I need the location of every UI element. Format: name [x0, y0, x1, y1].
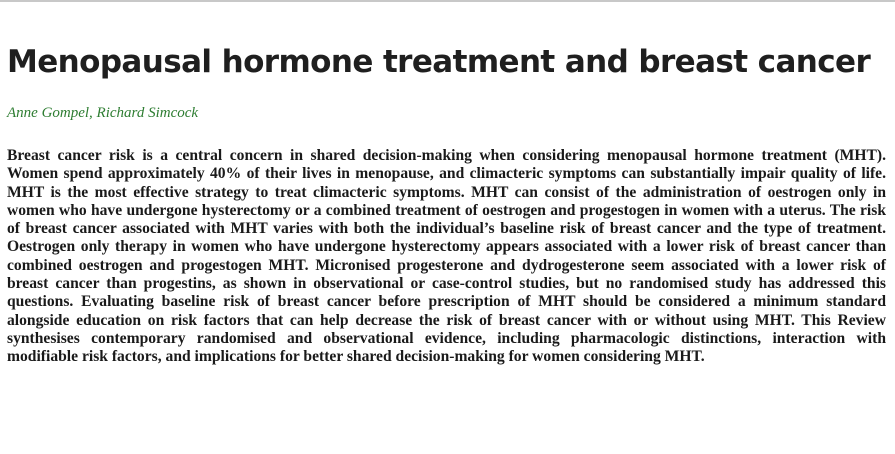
article-abstract: Breast cancer risk is a central concern in shared decision-making when considering menopausal hormone treatment (MHT). Women spend approximately 40% of their lives in menopause, and climacteric symptoms can substantially impair quality of life. MHT is the most effective strategy to treat climacteric symptoms. MHT can consist of the administration of oestrogen only in women who have undergone hysterectomy or a combined treatment of oestrogen and progestogen in women with a uterus. The risk of breast cancer associated with MHT varies with both the individual’s baseline risk of breast cancer and the type of treatment. Oestrogen only therapy in women who have undergone hysterectomy appears associated with a lower risk of breast cancer than combined oestrogen and progestogen MHT. Micronised progesterone and dydrogesterone seem associated with a lower risk of breast cancer than progestins, as shown in observational or case-control studies, but no randomised study has addressed this questions. Evaluating baseline risk of breast cancer before prescription of MHT should be considered a minimum standard alongside education on risk factors that can help decrease the risk of breast cancer with or without using MHT. This Review synthesises contemporary randomised and observational evidence, including pharmacologic distinctions, interaction with modifiable risk factors, and implications for better shared decision-making for women considering MHT. [7, 147, 886, 366]
article-authors: Anne Gompel, Richard Simcock [7, 105, 199, 121]
article-title: Menopausal hormone treatment and breast cancer [7, 44, 871, 80]
top-rule [0, 0, 895, 2]
